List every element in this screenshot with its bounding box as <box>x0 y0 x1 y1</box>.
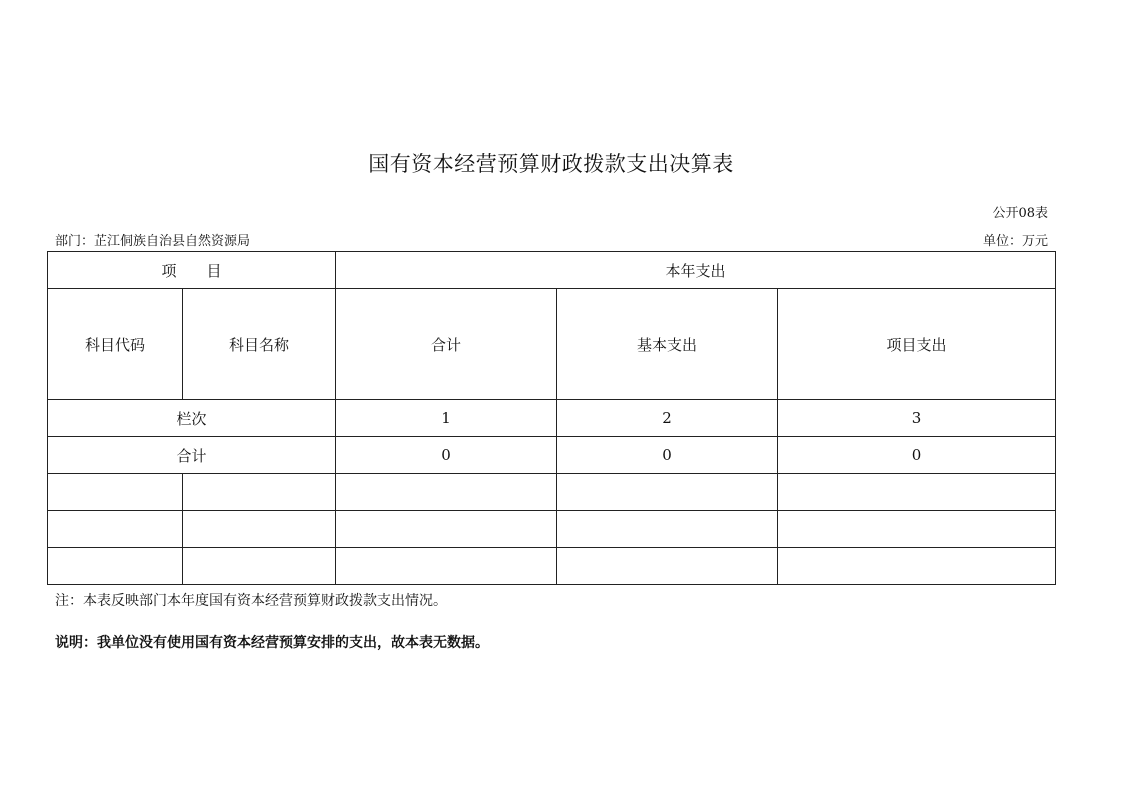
table-cell <box>778 474 1056 511</box>
table-cell <box>557 474 778 511</box>
header-item-cell: 项 目 <box>48 252 336 289</box>
header-year-expense-cell: 本年支出 <box>336 252 1056 289</box>
row-index-value: 1 <box>336 400 557 437</box>
department-label: 部门：芷江侗族自治县自然资源局 <box>55 234 251 249</box>
table-cell <box>778 511 1056 548</box>
table-cell <box>183 474 336 511</box>
table-row-index <box>48 400 1056 437</box>
table-row <box>48 474 1056 511</box>
row-total-value: 0 <box>336 437 557 474</box>
header-project-cell: 项目支出 <box>778 289 1056 400</box>
table-cell <box>557 548 778 585</box>
row-total-value: 0 <box>557 437 778 474</box>
header-name-cell: 科目名称 <box>183 289 336 400</box>
header-total-cell: 合计 <box>336 289 557 400</box>
table-cell <box>336 548 557 585</box>
table-row <box>48 548 1056 585</box>
row-index-label: 栏次 <box>48 400 336 437</box>
unit-label: 单位：万元 <box>982 234 1048 249</box>
table-note: 注：本表反映部门本年度国有资本经营预算财政拨款支出情况。 <box>55 593 447 609</box>
header-code-cell: 科目代码 <box>48 289 183 400</box>
table-row-total <box>48 437 1056 474</box>
table-header-row <box>48 252 1056 289</box>
table-cell <box>48 511 183 548</box>
table-cell <box>557 511 778 548</box>
table-cell <box>48 548 183 585</box>
table-cell <box>183 511 336 548</box>
table-cell <box>48 474 183 511</box>
table-cell <box>336 511 557 548</box>
header-basic-cell: 基本支出 <box>557 289 778 400</box>
explanation-text: 说明：我单位没有使用国有资本经营预算安排的支出，故本表无数据。 <box>55 635 489 651</box>
table-cell <box>336 474 557 511</box>
table-cell <box>183 548 336 585</box>
table-subheader-row <box>48 289 1056 400</box>
row-total-label: 合计 <box>48 437 336 474</box>
page-title: 国有资本经营预算财政拨款支出决算表 <box>368 152 734 176</box>
row-total-value: 0 <box>778 437 1056 474</box>
expense-table <box>47 251 1056 585</box>
table-cell <box>778 548 1056 585</box>
form-code: 公开08表 <box>992 206 1048 221</box>
row-index-value: 2 <box>557 400 778 437</box>
row-index-value: 3 <box>778 400 1056 437</box>
table-row <box>48 511 1056 548</box>
